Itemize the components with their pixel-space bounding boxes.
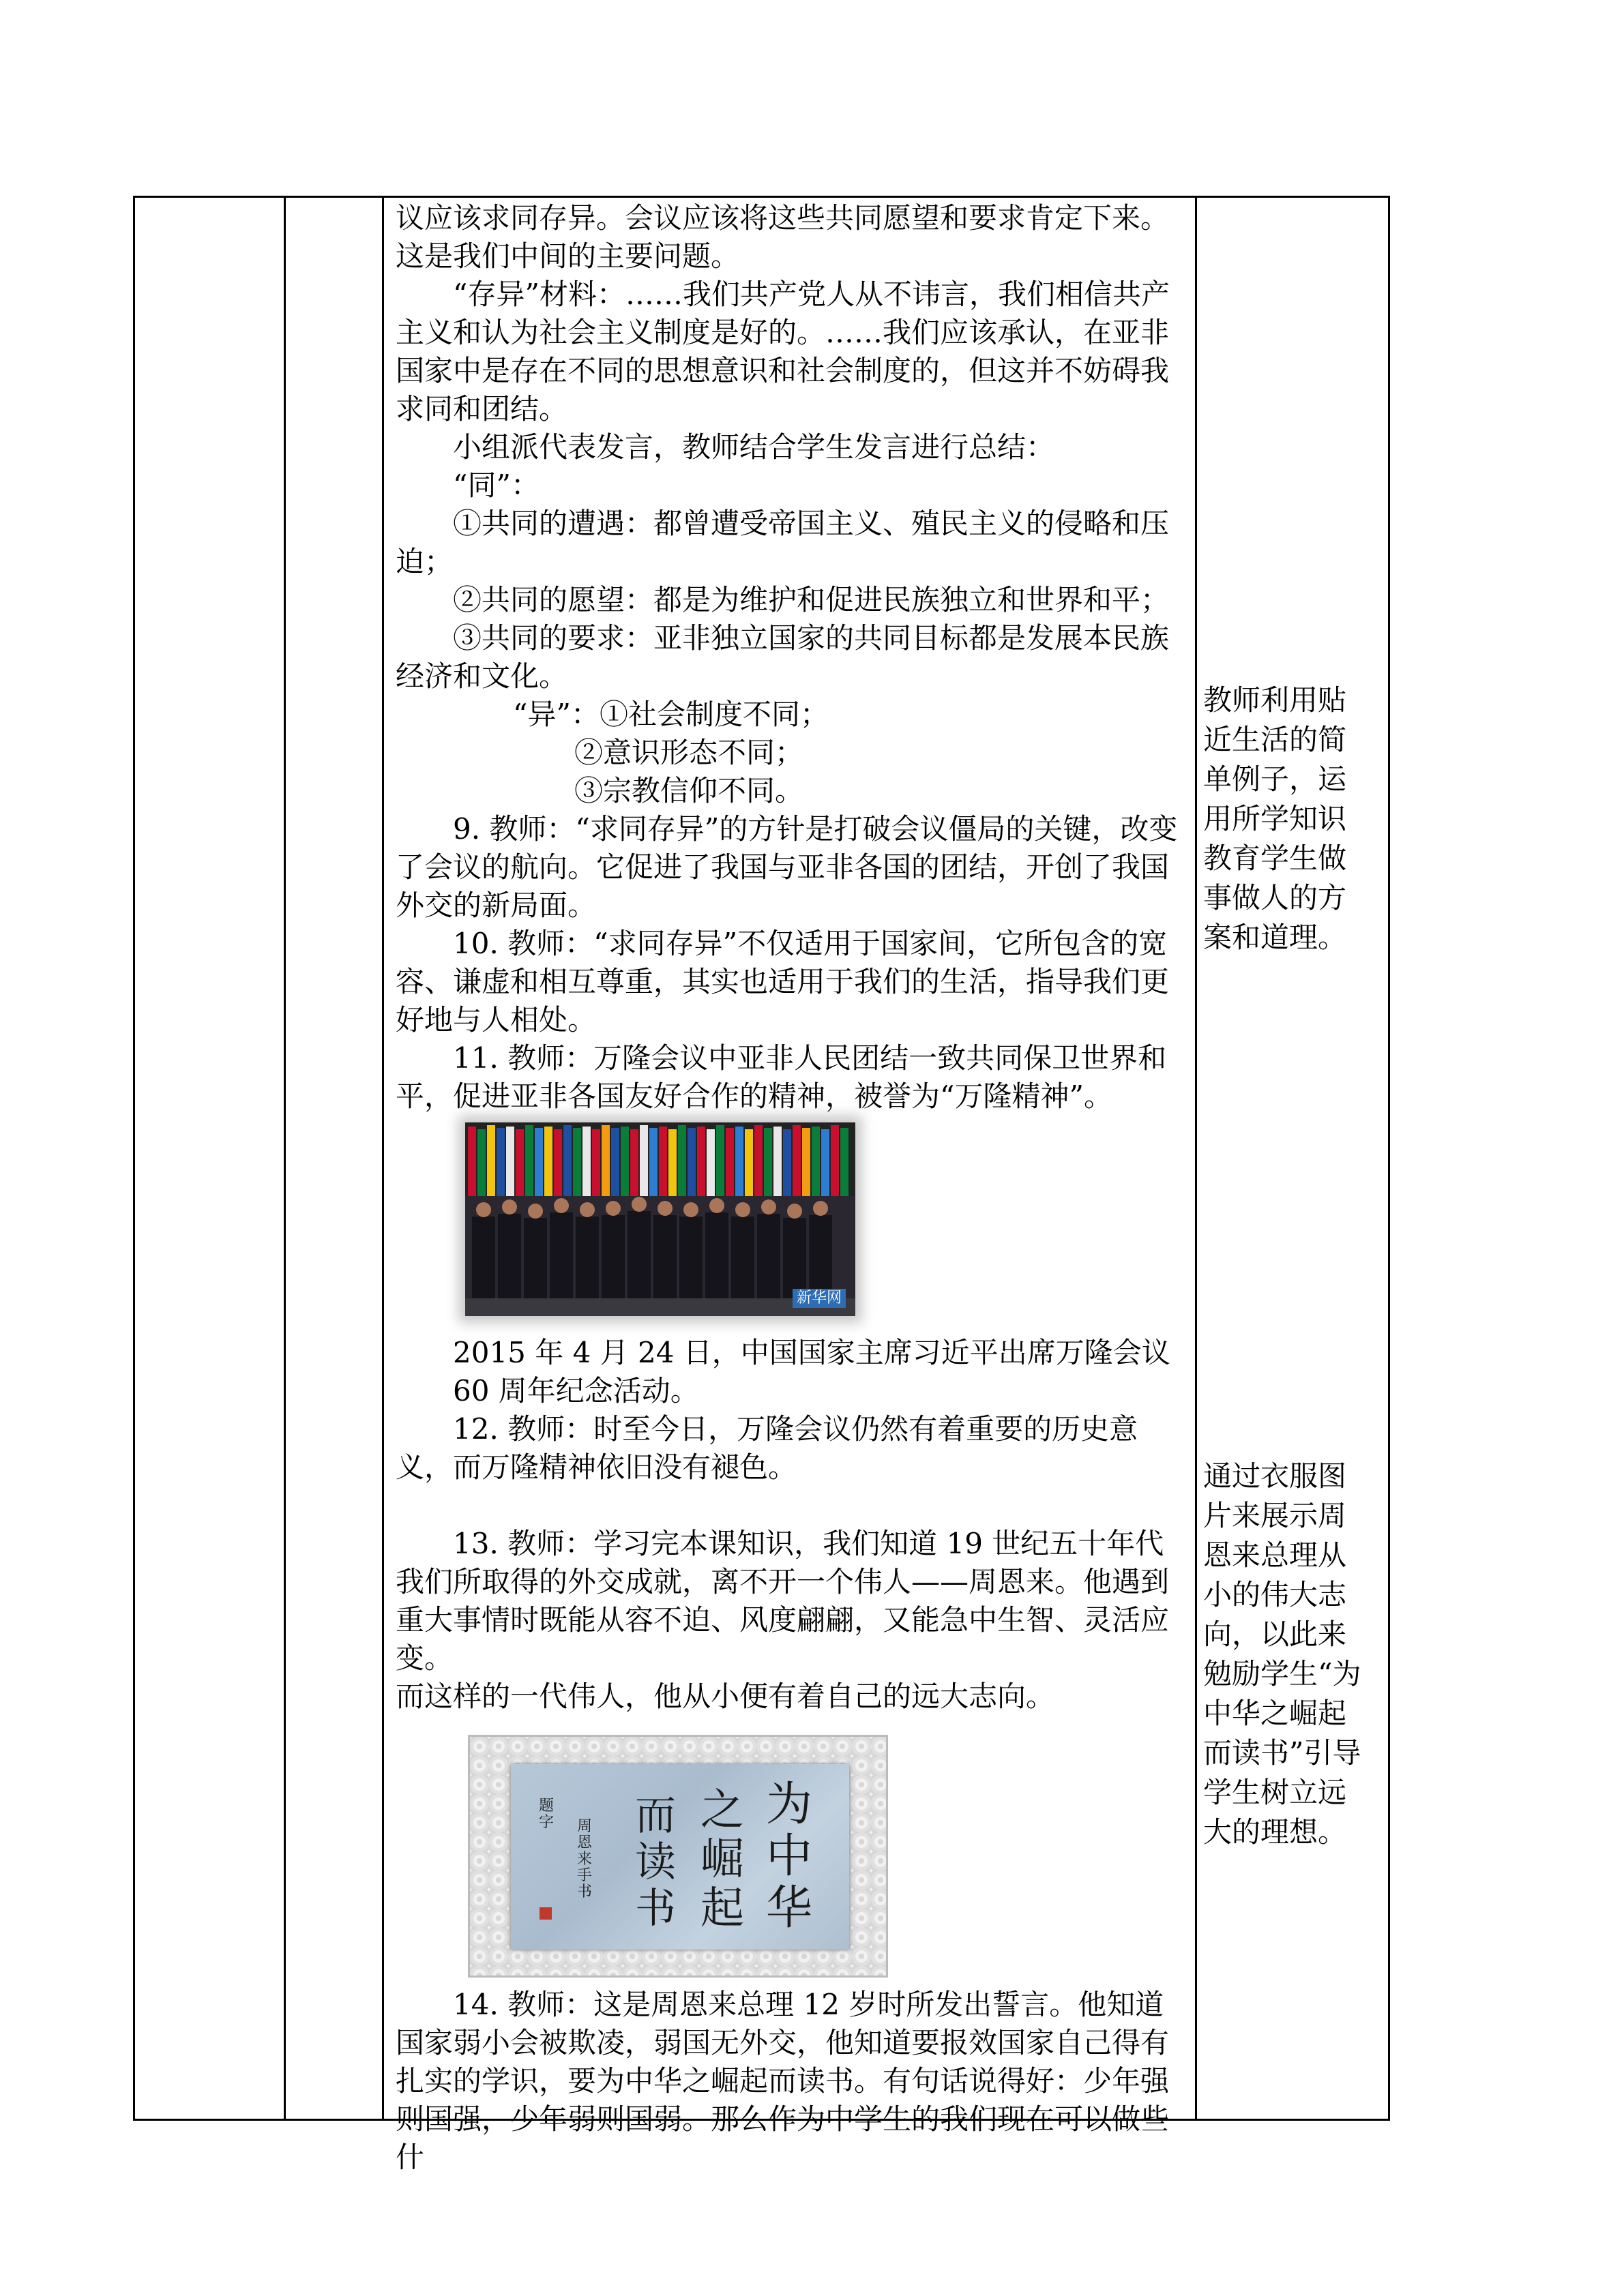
paragraph: 10. 教师：“求同存异”不仅适用于国家间，它所包含的宽容、谦虚和相互尊重，其实也适用于我们的生活，指导我们更好地与人相处。: [396, 927, 1170, 1037]
column-divider: [1195, 198, 1197, 2119]
design-intent-note: 通过衣服图片来展示周恩来总理从小的伟大志向，以此来勉励学生“为中华之崛起而读书”引导学生树立远大的理想。: [1203, 1459, 1361, 1849]
paragraph: ③宗教信仰不同。: [574, 774, 804, 807]
paragraph: ②意识形态不同；: [574, 736, 804, 769]
paragraph: “异”：①社会制度不同；: [513, 698, 829, 731]
paragraph: “存异”材料：……我们共产党人从不讳言，我们相信共产主义和认为社会主义制度是好的。……我们应该承认，在亚非国家中是存在不同的思想意识和社会制度的，但这并不妨碍我求同和团结。: [396, 278, 1170, 426]
teaching-process-cell: [396, 199, 1192, 2174]
paragraph: 13. 教师：学习完本课知识，我们知道 19 世纪五十年代我们所取得的外交成就，离不开一个伟人——周恩来。他遇到重大事情时既能从容不迫、风度翩翩，又能急中生智、灵活应变。: [396, 1527, 1170, 1675]
paragraph: ①共同的遭遇：都曾遭受帝国主义、殖民主义的侵略和压迫；: [396, 507, 1170, 578]
bandung-anniversary-photo: [465, 1122, 855, 1316]
lesson-table: [133, 196, 1390, 2174]
column-divider: [284, 198, 286, 2119]
watermark-logo: 新华网: [793, 1289, 846, 1308]
calligraphy-inscription: 周恩来手书: [576, 1818, 592, 1900]
paragraph: 11. 教师：万隆会议中亚非人民团结一致共同保卫世界和平，促进亚非各国友好合作的精神，被誉为“万隆精神”。: [396, 1041, 1167, 1113]
paragraph: 9. 教师：“求同存异”的方针是打破会议僵局的关键，改变了会议的航向。它促进了我国与亚非各国的团结，开创了我国外交的新局面。: [396, 812, 1178, 922]
calligraphy-column: 为中华: [765, 1778, 812, 1935]
paragraph: 小组派代表发言，教师结合学生发言进行总结：: [453, 430, 1055, 464]
calligraphy-scroll: [511, 1764, 849, 1950]
paragraph: 14. 教师：这是周恩来总理 12 岁时所发出誓言。他知道国家弱小会被欺凌，弱国无外交，他知道要报效国家自己得有扎实的学识，要为中华之崛起而读书。有句话说得好：少年强则国强，少年弱则国弱。那么作为中学生的我们现在可以做些什: [396, 1988, 1170, 2174]
paragraph: 议应该求同存异。会议应该将这些共同愿望和要求肯定下来。这是我们中间的主要问题。: [396, 201, 1170, 273]
blank-line: [396, 1487, 1192, 1525]
design-intent-note: 教师利用贴近生活的简单例子，运用所学知识教育学生做事做人的方案和道理。: [1203, 683, 1347, 954]
calligraphy-image: [468, 1735, 888, 1978]
paragraph: 而这样的一代伟人，他从小便有着自己的远大志向。: [396, 1680, 1055, 1713]
paragraph: “同”：: [453, 468, 540, 502]
paragraph: ②共同的愿望：都是为维护和促进民族独立和世界和平；: [453, 583, 1170, 616]
paragraph: ③共同的要求：亚非独立国家的共同目标都是发展本民族经济和文化。: [396, 621, 1170, 693]
seal-stamp: [540, 1907, 552, 1920]
calligraphy-column: 而读书: [635, 1792, 676, 1933]
calligraphy-column: 之崛起: [700, 1785, 744, 1934]
column-divider: [382, 198, 384, 2119]
paragraph: 12. 教师：时至今日，万隆会议仍然有着重要的历史意义，而万隆精神依旧没有褪色。: [396, 1412, 1138, 1484]
photo-caption: 2015 年 4 月 24 日，中国国家主席习近平出席万隆会议 60 周年纪念活动。: [453, 1336, 1170, 1407]
calligraphy-signature: 题字: [538, 1798, 554, 1831]
